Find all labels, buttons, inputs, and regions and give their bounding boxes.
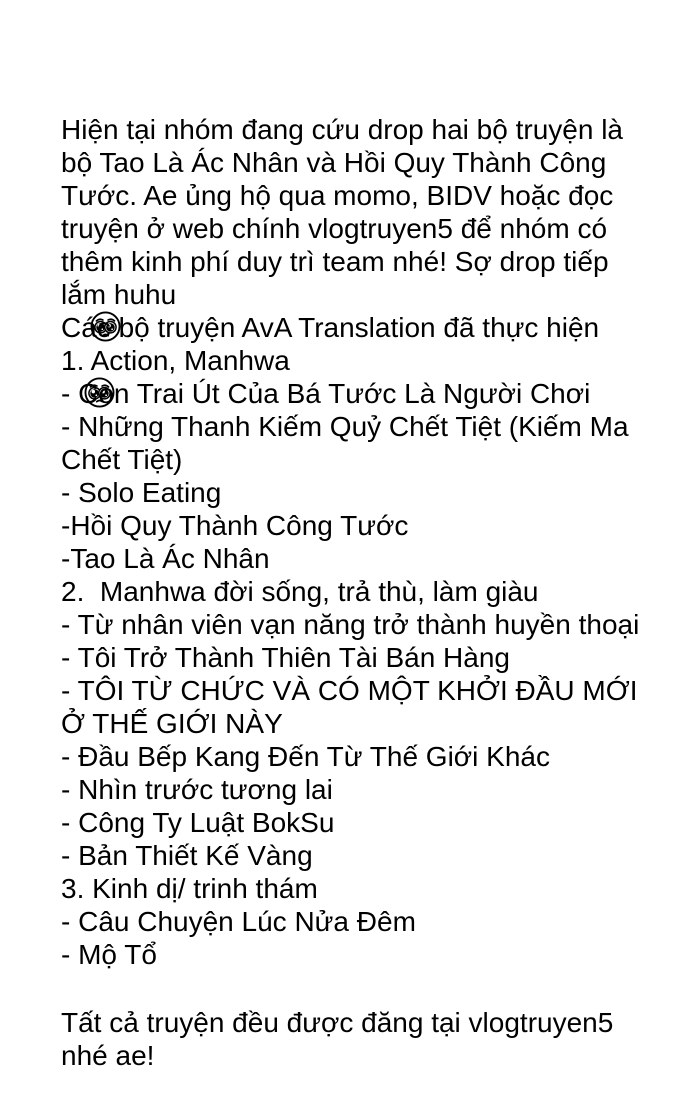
section-title: 3. Kinh dị/ trinh thám bbox=[61, 873, 318, 904]
intro-line: bộ Tao Là Ác Nhân và Hồi Quy Thành Công bbox=[61, 147, 607, 178]
series-item-line: - Câu Chuyện Lúc Nửa Đêm bbox=[61, 906, 416, 937]
series-item-line: - Nhìn trước tương lai bbox=[61, 774, 333, 805]
series-item-line: - Tôi Trở Thành Thiên Tài Bán Hàng bbox=[61, 642, 510, 673]
text-flow bbox=[61, 113, 664, 1072]
series-item-line: - Mộ Tổ bbox=[61, 939, 157, 970]
series-item-line: - Đầu Bếp Kang Đến Từ Thế Giới Khác bbox=[61, 741, 550, 772]
series-item-line: - Những Thanh Kiếm Quỷ Chết Tiệt (Kiếm Ma bbox=[61, 411, 629, 442]
section-title: 1. Action, Manhwa bbox=[61, 345, 290, 376]
series-item-line: - Từ nhân viên vạn năng trở thành huyền thoại bbox=[61, 609, 640, 640]
series-item-line: Ở THẾ GIỚI NÀY bbox=[61, 708, 283, 739]
series-list-heading: Các bộ truyện AvA Translation đã thực hiện bbox=[61, 312, 600, 343]
series-item-line: - Công Ty Luật BokSu bbox=[61, 807, 335, 838]
series-item-line: -Hồi Quy Thành Công Tước bbox=[61, 510, 409, 541]
intro-line: truyện ở web chính vlogtruyen5 để nhóm có bbox=[61, 213, 608, 244]
footer-line: Tất cả truyện đều được đăng tại vlogtruyen5 bbox=[61, 1007, 614, 1038]
series-item-line: - Solo Eating bbox=[61, 477, 222, 508]
series-item-line: Chết Tiệt) bbox=[61, 444, 183, 475]
intro-line: thêm kinh phí duy trì team nhé! Sợ drop tiếp bbox=[61, 246, 609, 277]
series-item-line: - Bản Thiết Kế Vàng bbox=[61, 840, 313, 871]
footer-line: nhé ae! bbox=[61, 1040, 155, 1071]
section-title: 2. Manhwa đời sống, trả thù, làm giàu bbox=[61, 576, 539, 607]
series-item-line: - TÔI TỪ CHỨC VÀ CÓ MỘT KHỞI ĐẦU MỚI bbox=[61, 675, 638, 706]
intro-line: Hiện tại nhóm đang cứu drop hai bộ truyện là bbox=[61, 114, 623, 145]
intro-line: lắm huhu bbox=[61, 278, 664, 311]
intro-line: Tước. Ae ủng hộ qua momo, BIDV hoặc đọc bbox=[61, 180, 614, 211]
series-item-line: - Con Trai Út Của Bá Tước Là Người Chơi bbox=[61, 378, 591, 409]
series-item-line: -Tao Là Ác Nhân bbox=[61, 543, 270, 574]
